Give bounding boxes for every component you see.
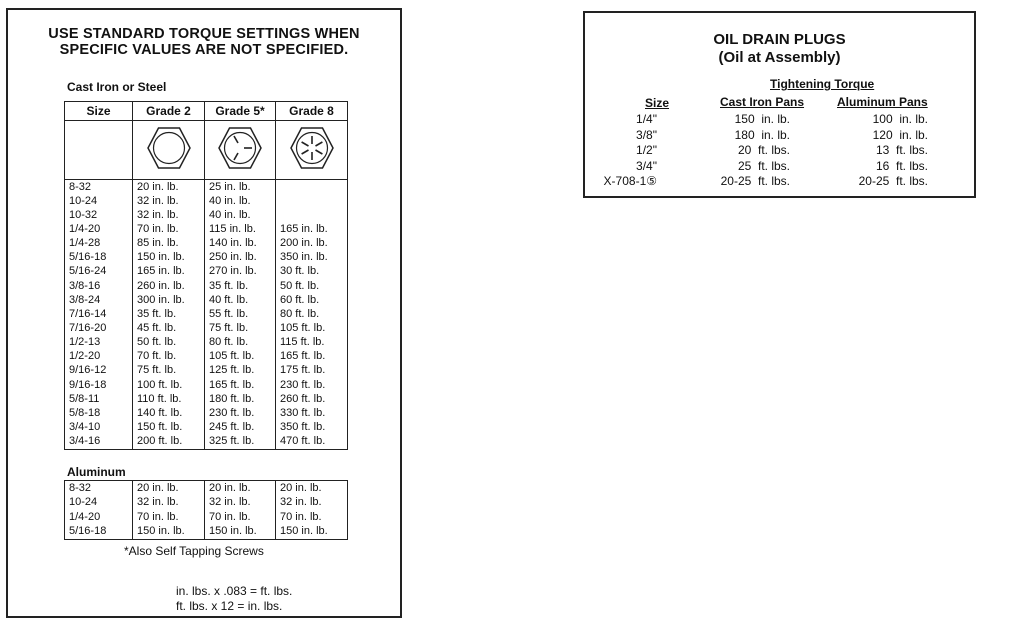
size-cell: 10-32: [65, 208, 133, 222]
grade-8-bolt-head-icon: [287, 123, 337, 173]
size-cell: 7/16-20: [65, 321, 133, 335]
plug-size-cell: 1/4": [636, 112, 657, 126]
aluminum-torque-cell: 100 in. lb.: [872, 112, 928, 126]
size-cell: 10-24: [65, 194, 133, 208]
size-cell: 8-32: [65, 180, 133, 195]
torque-cell: 105 ft. lb.: [276, 321, 348, 335]
torque-cell: 300 in. lb.: [133, 293, 205, 307]
conversion-in-to-ft: in. lbs. x .083 = ft. lbs.: [176, 584, 293, 598]
grade-2-icon-cell: [133, 121, 205, 180]
grade-2-bolt-head-icon: [144, 123, 194, 173]
torque-cell: 55 ft. lb.: [205, 307, 276, 321]
size-cell: 3/8-24: [65, 293, 133, 307]
torque-cell: 110 ft. lb.: [133, 392, 205, 406]
size-cell: 3/4-10: [65, 420, 133, 434]
size-cell: 5/16-18: [65, 525, 133, 540]
table-row: [65, 307, 348, 321]
grade-8-icon-cell: [276, 121, 348, 180]
conversion-ft-to-in: ft. lbs. x 12 = in. lbs.: [176, 599, 283, 613]
cast-iron-torque-cell: 20 ft. lbs.: [737, 143, 790, 157]
grade-5-icon-cell: [205, 121, 276, 180]
title-line-2: SPECIFIC VALUES ARE NOT SPECIFIED.: [59, 42, 349, 58]
table-row: [65, 251, 348, 265]
torque-cell: 60 ft. lb.: [276, 293, 348, 307]
torque-cell: 260 ft. lb.: [276, 392, 348, 406]
size-cell: 1/4-20: [65, 510, 133, 525]
size-cell: 7/16-14: [65, 307, 133, 321]
torque-cell: 350 ft. lb.: [276, 420, 348, 434]
torque-cell: 85 in. lb.: [133, 237, 205, 251]
cast-iron-torque-cell: 150 in. lb.: [734, 112, 790, 126]
empty-cell: [65, 121, 133, 180]
cast-iron-pans-header: Cast Iron Pans: [720, 95, 805, 109]
torque-cell: 35 ft. lb.: [133, 307, 205, 321]
torque-cell: 20 in. lb.: [133, 180, 205, 195]
torque-cell: 115 in. lb.: [205, 222, 276, 236]
table-row: [65, 279, 348, 293]
torque-cell: 150 ft. lb.: [133, 420, 205, 434]
aluminum-torque-table: [64, 480, 348, 540]
torque-cell: 150 in. lb.: [133, 251, 205, 265]
plug-size-cell: 3/4": [636, 158, 657, 173]
torque-cell: 250 in. lb.: [205, 251, 276, 265]
table-row: [65, 293, 348, 307]
torque-cell: 70 in. lb.: [133, 510, 205, 525]
torque-cell: 150 in. lb.: [276, 525, 348, 540]
plug-size-cell: 1/2": [636, 143, 657, 157]
aluminum-torque-cell: 20-25 ft. lbs.: [858, 174, 928, 188]
torque-cell: [276, 180, 348, 195]
header-size: Size: [65, 102, 133, 121]
torque-cell: 35 ft. lb.: [205, 279, 276, 293]
standard-torque-panel: [6, 8, 402, 618]
torque-cell: 325 ft. lb.: [205, 435, 276, 450]
title-line-1: USE STANDARD TORQUE SETTINGS WHEN: [48, 26, 360, 42]
torque-cell: 40 in. lb.: [205, 194, 276, 208]
torque-cell: 270 in. lb.: [205, 265, 276, 279]
table-row: [65, 525, 348, 540]
size-cell: 3/4-16: [65, 435, 133, 450]
aluminum-pans-header: Aluminum Pans: [837, 95, 928, 109]
torque-cell: 75 ft. lb.: [205, 321, 276, 335]
aluminum-torque-cell: 120 in. lb.: [872, 127, 928, 142]
torque-cell: 32 in. lb.: [133, 496, 205, 511]
size-cell: 5/8-18: [65, 406, 133, 420]
torque-cell: 80 ft. lb.: [205, 336, 276, 350]
cast-iron-torque-cell: 25 ft. lbs.: [737, 158, 790, 173]
header-grade-5: Grade 5*: [205, 102, 276, 121]
torque-cell: 100 ft. lb.: [133, 378, 205, 392]
steel-section-label: Cast Iron or Steel: [67, 80, 167, 94]
torque-cell: 470 ft. lb.: [276, 435, 348, 450]
size-cell: 10-24: [65, 496, 133, 511]
size-cell: 5/16-18: [65, 251, 133, 265]
size-cell: 1/4-28: [65, 237, 133, 251]
table-row: [65, 321, 348, 335]
torque-cell: 30 ft. lb.: [276, 265, 348, 279]
grade-icon-row: [65, 121, 348, 180]
table-row: [65, 364, 348, 378]
torque-cell: 140 in. lb.: [205, 237, 276, 251]
torque-cell: 70 in. lb.: [133, 222, 205, 236]
table-row: [65, 265, 348, 279]
torque-cell: 20 in. lb.: [205, 481, 276, 496]
torque-cell: 165 in. lb.: [276, 222, 348, 236]
torque-cell: 80 ft. lb.: [276, 307, 348, 321]
torque-cell: 70 ft. lb.: [133, 350, 205, 364]
torque-cell: 50 ft. lb.: [133, 336, 205, 350]
steel-torque-table: [64, 101, 348, 450]
table-row: [65, 336, 348, 350]
torque-cell: 165 in. lb.: [133, 265, 205, 279]
torque-cell: 40 ft. lb.: [205, 293, 276, 307]
size-cell: 1/4-20: [65, 222, 133, 236]
torque-cell: 150 in. lb.: [205, 525, 276, 540]
table-row: [65, 496, 348, 511]
header-grade-8: Grade 8: [276, 102, 348, 121]
torque-cell: 125 ft. lb.: [205, 364, 276, 378]
size-header: Size: [645, 96, 670, 110]
cast-iron-torque-cell: 20-25 ft. lbs.: [720, 174, 790, 188]
oil-drain-plugs-panel: [583, 11, 976, 198]
size-cell: 5/8-11: [65, 392, 133, 406]
torque-cell: 32 in. lb.: [133, 208, 205, 222]
torque-cell: 150 in. lb.: [133, 525, 205, 540]
size-cell: 5/16-24: [65, 265, 133, 279]
table-row: [65, 392, 348, 406]
torque-cell: 50 ft. lb.: [276, 279, 348, 293]
size-cell: 9/16-18: [65, 378, 133, 392]
torque-cell: 245 ft. lb.: [205, 420, 276, 434]
oil-drain-subtitle: (Oil at Assembly): [718, 49, 841, 66]
torque-cell: 350 in. lb.: [276, 251, 348, 265]
torque-cell: 230 ft. lb.: [205, 406, 276, 420]
torque-cell: 115 ft. lb.: [276, 336, 348, 350]
table-row: [65, 481, 348, 496]
table-row: [65, 510, 348, 525]
size-cell: 9/16-12: [65, 364, 133, 378]
size-cell: 3/8-16: [65, 279, 133, 293]
torque-cell: 200 in. lb.: [276, 237, 348, 251]
torque-cell: 230 ft. lb.: [276, 378, 348, 392]
standard-torque-title: [8, 26, 400, 58]
torque-cell: 40 in. lb.: [205, 208, 276, 222]
torque-cell: 20 in. lb.: [276, 481, 348, 496]
plug-size-cell: 3/8": [636, 127, 657, 142]
torque-cell: 70 in. lb.: [205, 510, 276, 525]
torque-cell: 20 in. lb.: [133, 481, 205, 496]
table-row: [65, 222, 348, 236]
aluminum-torque-cell: 13 ft. lbs.: [875, 143, 928, 157]
table-header-row: [65, 102, 348, 121]
torque-cell: 175 ft. lb.: [276, 364, 348, 378]
torque-cell: 32 in. lb.: [276, 496, 348, 511]
torque-cell: 32 in. lb.: [133, 194, 205, 208]
torque-cell: 260 in. lb.: [133, 279, 205, 293]
table-row: [65, 378, 348, 392]
table-row: [65, 194, 348, 208]
aluminum-torque-cell: 16 ft. lbs.: [875, 158, 928, 173]
torque-cell: 105 ft. lb.: [205, 350, 276, 364]
torque-cell: 45 ft. lb.: [133, 321, 205, 335]
torque-cell: 200 ft. lb.: [133, 435, 205, 450]
torque-cell: 180 ft. lb.: [205, 392, 276, 406]
aluminum-section-label: Aluminum: [67, 465, 126, 479]
torque-cell: 165 ft. lb.: [205, 378, 276, 392]
table-row: [65, 435, 348, 450]
torque-cell: 32 in. lb.: [205, 496, 276, 511]
table-row: [65, 406, 348, 420]
oil-drain-title: OIL DRAIN PLUGS: [713, 31, 846, 48]
torque-cell: 140 ft. lb.: [133, 406, 205, 420]
plug-size-cell: X-708-1⑤: [603, 174, 657, 188]
torque-cell: 70 in. lb.: [276, 510, 348, 525]
table-row: [65, 208, 348, 222]
torque-cell: 165 ft. lb.: [276, 350, 348, 364]
table-row: [65, 237, 348, 251]
torque-cell: [276, 208, 348, 222]
torque-cell: 75 ft. lb.: [133, 364, 205, 378]
table-row: [65, 180, 348, 195]
size-cell: 1/2-20: [65, 350, 133, 364]
torque-cell: 330 ft. lb.: [276, 406, 348, 420]
torque-cell: [276, 194, 348, 208]
table-row: [65, 350, 348, 364]
header-grade-2: Grade 2: [133, 102, 205, 121]
torque-cell: 25 in. lb.: [205, 180, 276, 195]
size-cell: 1/2-13: [65, 336, 133, 350]
self-tapping-footnote: *Also Self Tapping Screws: [124, 544, 264, 558]
size-cell: 8-32: [65, 481, 133, 496]
table-row: [65, 420, 348, 434]
tightening-torque-header: Tightening Torque: [770, 77, 875, 91]
cast-iron-torque-cell: 180 in. lb.: [734, 127, 790, 142]
grade-5-bolt-head-icon: [215, 123, 265, 173]
